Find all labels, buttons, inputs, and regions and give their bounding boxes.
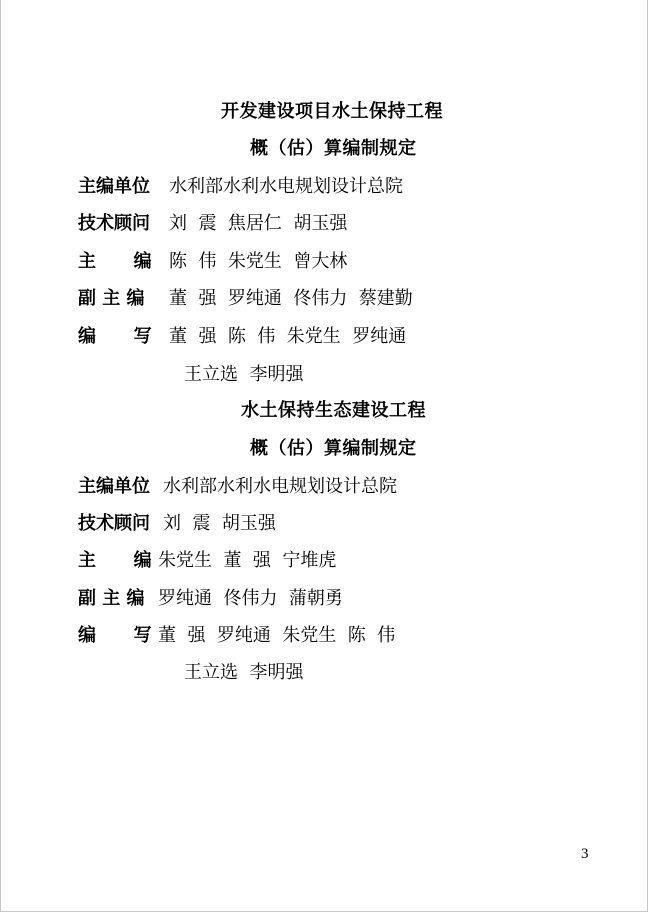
section2-label-chief-editor: 主 编 [78,550,152,571]
section2-writers-continuation: 王立选 李明强 [184,662,304,683]
section1-value-advisor: 刘 震 焦居仁 胡玉强 [169,213,348,234]
section2-title-line2: 概（估）算编制规定 [250,438,417,459]
section2-value-chief-unit: 水利部水利水电规划设计总院 [163,476,397,497]
section2-title-line1: 水土保持生态建设工程 [241,400,426,421]
section1-value-deputy-editor: 董 强 罗纯通 佟伟力 蔡建勤 [169,288,413,309]
section2-value-deputy-editor: 罗纯通 佟伟力 蒲朝勇 [158,588,343,609]
section1-value-writers: 董 强 陈 伟 朱党生 罗纯通 [169,326,407,347]
section1-title-line1: 开发建设项目水土保持工程 [221,101,443,122]
section2-label-advisor: 技术顾问 [78,513,150,534]
section1-label-chief-unit: 主编单位 [78,176,150,197]
section2-value-writers: 董 强 罗纯通 朱党生 陈 伟 [158,625,396,646]
page-number: 3 [581,846,589,862]
section1-title-line2: 概（估）算编制规定 [250,138,417,159]
section1-label-writers: 编 写 [78,326,152,347]
section2-value-chief-editor: 朱党生 董 强 宁堆虎 [158,550,337,571]
section2-label-writers: 编 写 [78,625,152,646]
section2-label-chief-unit: 主编单位 [78,476,150,497]
section1-writers-continuation: 王立选 李明强 [184,364,304,385]
section2-value-advisor: 刘 震 胡玉强 [163,513,276,534]
section1-label-deputy-editor: 副 主 编 [78,288,145,309]
section1-label-chief-editor: 主 编 [78,251,152,272]
section2-label-deputy-editor: 副 主 编 [78,588,145,609]
section1-value-chief-unit: 水利部水利水电规划设计总院 [169,176,403,197]
section1-label-advisor: 技术顾问 [78,213,150,234]
section1-value-chief-editor: 陈 伟 朱党生 曾大林 [169,251,348,272]
